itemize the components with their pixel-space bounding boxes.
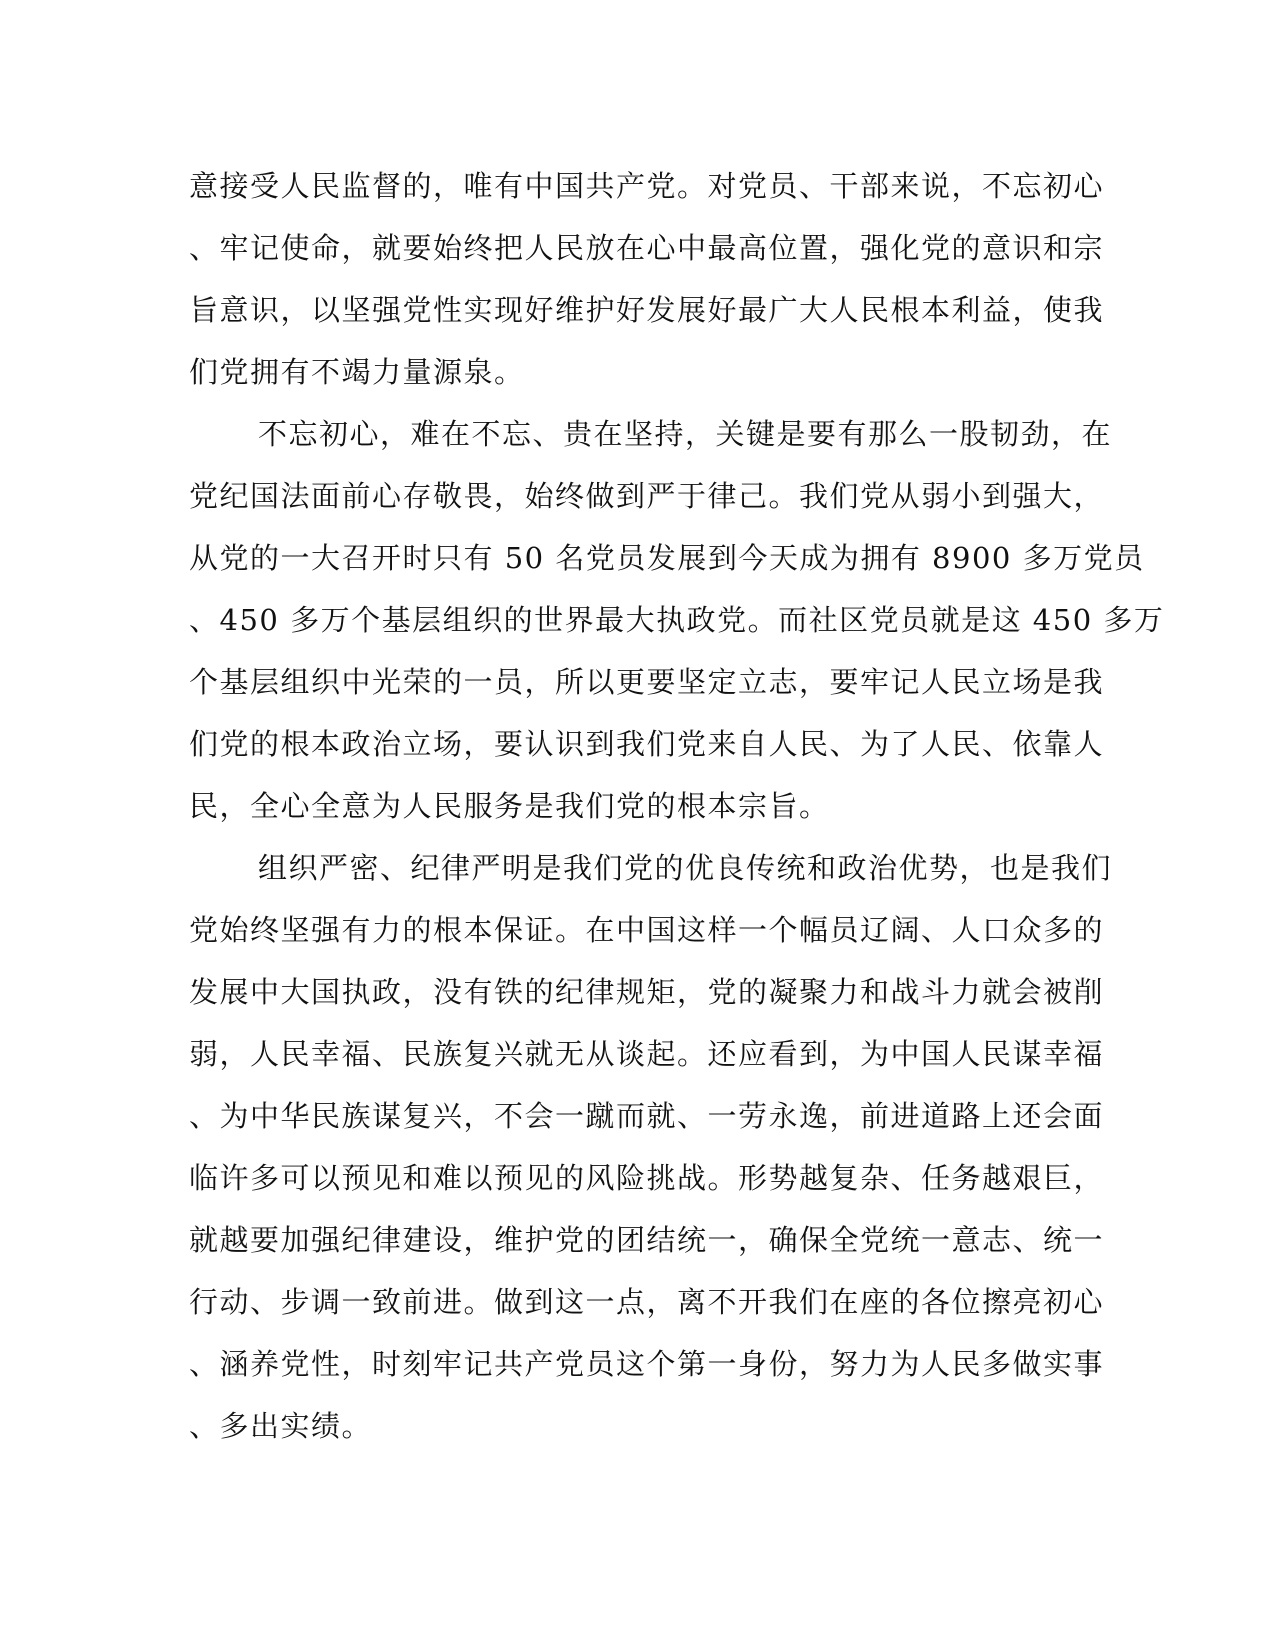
paragraph-line: 们党拥有不竭力量源泉。 (189, 355, 525, 389)
paragraph-line: 意接受人民监督的，唯有中国共产党。对党员、干部来说，不忘初心 (189, 169, 1105, 203)
paragraph-3 (189, 837, 1113, 1457)
paragraph-line: 党始终坚强有力的根本保证。在中国这样一个幅员辽阔、人口众多的 (189, 913, 1105, 947)
paragraph-line: 、涵养党性，时刻牢记共产党员这个第一身份，努力为人民多做实事 (189, 1347, 1105, 1381)
paragraph-line: 党纪国法面前心存敬畏，始终做到严于律己。我们党从弱小到强大， (189, 479, 1105, 513)
paragraph-1 (189, 155, 1105, 403)
paragraph-line: 民，全心全意为人民服务是我们党的根本宗旨。 (189, 789, 830, 823)
paragraph-line: 个基层组织中光荣的一员，所以更要坚定立志，要牢记人民立场是我 (189, 665, 1105, 699)
paragraph-line: 就越要加强纪律建设，维护党的团结统一，确保全党统一意志、统一 (189, 1223, 1105, 1257)
paragraph-line: 弱，人民幸福、民族复兴就无从谈起。还应看到，为中国人民谋幸福 (189, 1037, 1105, 1071)
paragraph-line: 、450 多万个基层组织的世界最大执政党。而社区党员就是这 450 多万 (189, 603, 1165, 637)
paragraph-line: 、多出实绩。 (189, 1409, 373, 1443)
paragraph-line: 行动、步调一致前进。做到这一点，离不开我们在座的各位擦亮初心 (189, 1285, 1105, 1319)
document-body (189, 155, 1165, 1457)
paragraph-line: 不忘初心，难在不忘、贵在坚持，关键是要有那么一股韧劲，在 (258, 417, 1113, 451)
paragraph-line: 组织严密、纪律严明是我们党的优良传统和政治优势，也是我们 (258, 851, 1113, 885)
paragraph-line: 临许多可以预见和难以预见的风险挑战。形势越复杂、任务越艰巨， (189, 1161, 1105, 1195)
paragraph-2 (189, 403, 1165, 837)
paragraph-line: 从党的一大召开时只有 50 名党员发展到今天成为拥有 8900 多万党员 (189, 541, 1145, 575)
paragraph-line: 发展中大国执政，没有铁的纪律规矩，党的凝聚力和战斗力就会被削 (189, 975, 1105, 1009)
paragraph-line: 们党的根本政治立场，要认识到我们党来自人民、为了人民、依靠人 (189, 727, 1105, 761)
paragraph-line: 、牢记使命，就要始终把人民放在心中最高位置，强化党的意识和宗 (189, 231, 1105, 265)
paragraph-line: 旨意识，以坚强党性实现好维护好发展好最广大人民根本利益，使我 (189, 293, 1105, 327)
paragraph-line: 、为中华民族谋复兴，不会一蹴而就、一劳永逸，前进道路上还会面 (189, 1099, 1105, 1133)
